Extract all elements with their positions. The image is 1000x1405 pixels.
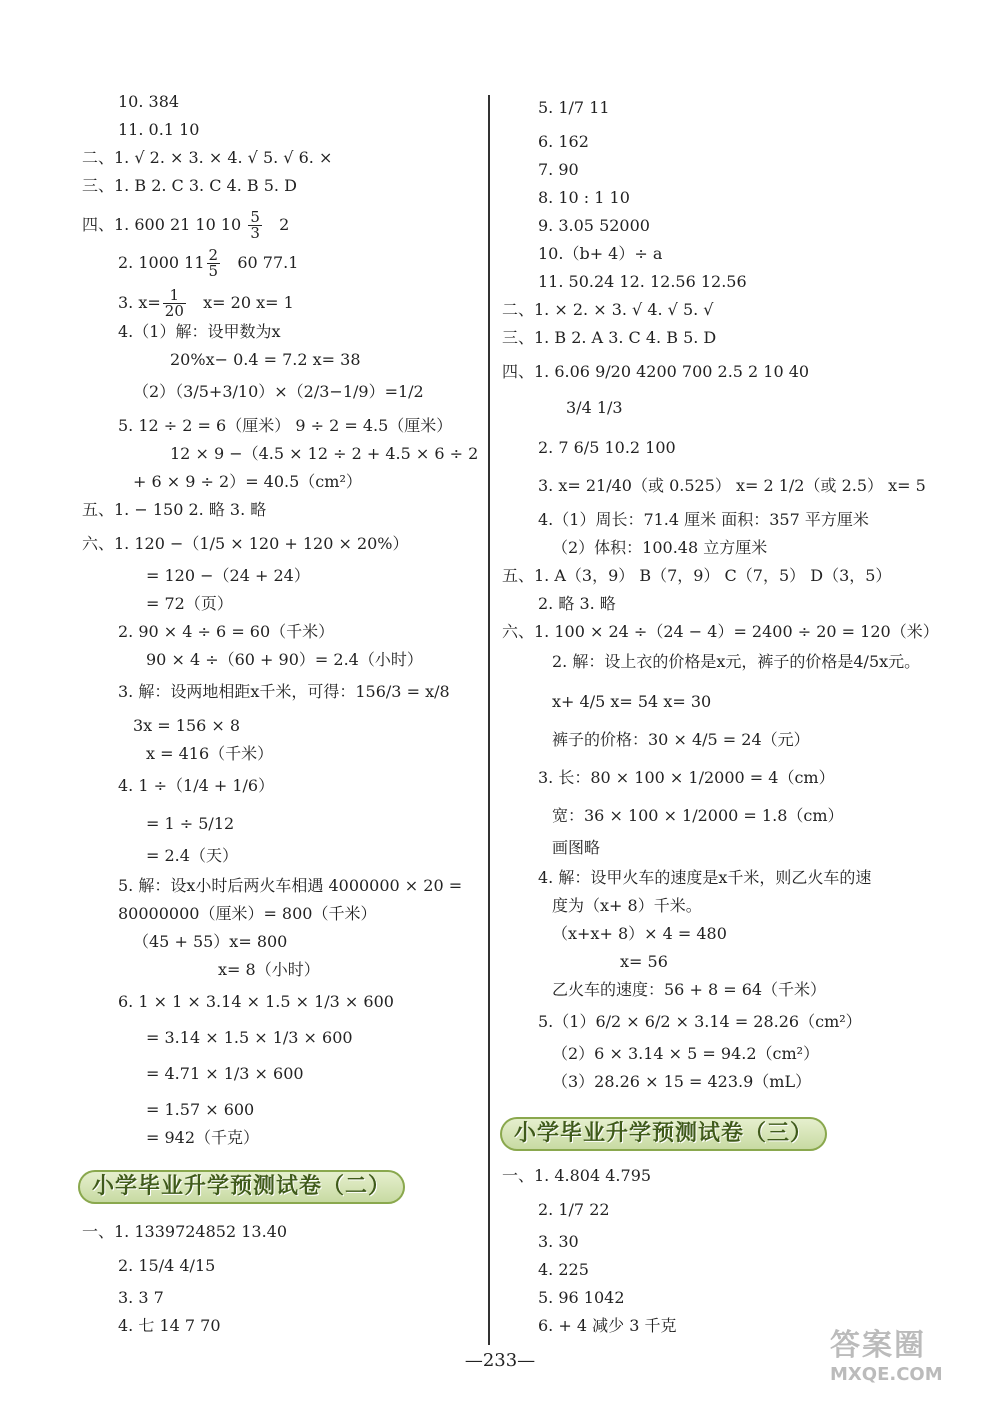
watermark-logo bbox=[830, 1320, 985, 1390]
right-line: 2. 7 6/5 10.2 100 bbox=[538, 438, 676, 457]
right-line: 四、1. 6.06 9/20 4200 700 2.5 2 10 40 bbox=[502, 362, 810, 381]
left-line: = 4.71 × 1/3 × 600 bbox=[146, 1064, 304, 1083]
right-line: 宽：36 × 100 × 1/2000 = 1.8（cm） bbox=[552, 806, 844, 825]
left-line: （2）（3/5+3/10）×（2/3−1/9）=1/2 bbox=[133, 382, 424, 401]
left-line: x= 8（小时） bbox=[218, 960, 320, 979]
left-line: = 2.4（天） bbox=[146, 846, 238, 865]
right-line: 9. 3.05 52000 bbox=[538, 216, 650, 235]
section-banner-2: 小学毕业升学预测试卷（二） bbox=[78, 1170, 405, 1204]
left-line: 20%x− 0.4 = 7.2 x= 38 bbox=[170, 350, 361, 369]
left-line: 二、1. √ 2. × 3. × 4. √ 5. √ 6. × bbox=[82, 148, 333, 167]
left-line: 3x = 156 × 8 bbox=[133, 716, 241, 735]
left-line: 4. 七 14 7 70 bbox=[118, 1316, 221, 1335]
left-line: 3. 解：设两地相距x千米，可得：156/3 = x/8 bbox=[118, 682, 450, 701]
left-line: 6. 1 × 1 × 3.14 × 1.5 × 1/3 × 600 bbox=[118, 992, 394, 1011]
right-line: （x+x+ 8）× 4 = 480 bbox=[552, 924, 727, 943]
right-line: 3/4 1/3 bbox=[566, 398, 623, 417]
watermark-text: 答案圈 bbox=[830, 1328, 926, 1363]
right-line: 画图略 bbox=[552, 838, 601, 857]
right-line: 五、1. A（3，9） B（7，9） C（7，5） D（3，5） bbox=[502, 566, 892, 585]
left-line: 三、1. B 2. C 3. C 4. B 5. D bbox=[82, 176, 297, 195]
left-line: 80000000（厘米）= 800（千米） bbox=[118, 904, 377, 923]
fraction: $\frac{5}{3}$ bbox=[250, 208, 260, 242]
right-line: 度为（x+ 8）千米。 bbox=[552, 896, 702, 915]
left-line: 4. 1 ÷（1/4 + 1/6） bbox=[118, 776, 275, 795]
right-line: 2. 解：设上衣的价格是x元，裤子的价格是4/5x元。 bbox=[552, 652, 921, 671]
left-line: 五、1. − 150 2. 略 3. 略 bbox=[82, 500, 267, 519]
column-divider bbox=[488, 95, 490, 1345]
right-line: x= 56 bbox=[620, 952, 668, 971]
right-line: 3. 30 bbox=[538, 1232, 579, 1251]
right-line: 3. x= 21/40（或 0.525） x= 2 1/2（或 2.5） x= 5 bbox=[538, 476, 926, 495]
right-line: 六、1. 100 × 24 ÷（24 − 4）= 2400 ÷ 20 = 120（米） bbox=[502, 622, 939, 641]
right-line: 8. 10 : 1 10 bbox=[538, 188, 630, 207]
fraction: $\frac{1}{20}$ bbox=[164, 286, 184, 320]
left-line: 5. 解：设x小时后两火车相遇 4000000 × 20 = bbox=[118, 876, 463, 895]
right-line: 11. 50.24 12. 12.56 12.56 bbox=[538, 272, 747, 291]
left-line: x = 416（千米） bbox=[146, 744, 274, 763]
right-line: 4. 225 bbox=[538, 1260, 589, 1279]
left-line: 一、1. 1339724852 13.40 bbox=[82, 1222, 288, 1241]
left-line bbox=[82, 210, 289, 241]
left-line: 3. x= $\frac{1}{20}$ x= 20 x= 1 bbox=[118, 286, 294, 320]
right-line: （2）6 × 3.14 × 5 = 94.2（cm²） bbox=[552, 1044, 820, 1063]
right-line: 6. + 4 减少 3 千克 bbox=[538, 1316, 677, 1335]
text-segment: 四、1. 600 21 10 10 bbox=[82, 215, 242, 234]
left-line: = 1.57 × 600 bbox=[146, 1100, 255, 1119]
right-line: （3）28.26 × 15 = 423.9（mL） bbox=[552, 1072, 812, 1091]
right-line: 7. 90 bbox=[538, 160, 579, 179]
right-line: 裤子的价格：30 × 4/5 = 24（元） bbox=[552, 730, 810, 749]
left-line: = 3.14 × 1.5 × 1/3 × 600 bbox=[146, 1028, 353, 1047]
right-line: 6. 162 bbox=[538, 132, 589, 151]
page-number: —233— bbox=[464, 1350, 536, 1371]
right-line: 10.（b+ 4）÷ a bbox=[538, 244, 663, 263]
right-line: 三、1. B 2. A 3. C 4. B 5. D bbox=[502, 328, 717, 347]
right-line: 二、1. × 2. × 3. √ 4. √ 5. √ bbox=[502, 300, 714, 319]
left-line: + 6 × 9 ÷ 2）= 40.5（cm²） bbox=[133, 472, 362, 491]
right-line: 4.（1）周长：71.4 厘米 面积：357 平方厘米 bbox=[538, 510, 869, 529]
left-line: 3. 3 7 bbox=[118, 1288, 164, 1307]
left-line: = 942（千克） bbox=[146, 1128, 260, 1147]
right-line: 4. 解：设甲火车的速度是x千米，则乙火车的速 bbox=[538, 868, 872, 887]
fraction: $\frac{2}{5}$ bbox=[208, 246, 219, 280]
right-line: （2）体积：100.48 立方厘米 bbox=[552, 538, 768, 557]
right-line: 3. 长：80 × 100 × 1/2000 = 4（cm） bbox=[538, 768, 835, 787]
right-line: x+ 4/5 x= 54 x= 30 bbox=[552, 692, 712, 711]
watermark-url: MXQE.COM bbox=[830, 1364, 943, 1385]
left-line: 2. 15/4 4/15 bbox=[118, 1256, 216, 1275]
right-line: 5. 1/7 11 bbox=[538, 98, 610, 117]
left-line: 90 × 4 ÷（60 + 90）= 2.4（小时） bbox=[146, 650, 423, 669]
left-line: 4.（1）解：设甲数为x bbox=[118, 322, 281, 341]
left-line: 11. 0.1 10 bbox=[118, 120, 200, 139]
section-banner-3: 小学毕业升学预测试卷（三） bbox=[500, 1117, 827, 1151]
left-line: 2. 1000 11 $\frac{2}{5}$ 60 77.1 bbox=[118, 246, 299, 280]
left-line: 12 × 9 −（4.5 × 12 ÷ 2 + 4.5 × 6 ÷ 2 bbox=[170, 444, 479, 463]
left-line: （45 + 55）x= 800 bbox=[133, 932, 288, 951]
left-line: = 72（页） bbox=[146, 594, 233, 613]
left-line: = 1 ÷ 5/12 bbox=[146, 814, 235, 833]
text-segment: 2 bbox=[279, 215, 290, 234]
right-line: 一、1. 4.804 4.795 bbox=[502, 1166, 652, 1185]
right-line: 5. 96 1042 bbox=[538, 1288, 625, 1307]
right-line: 2. 略 3. 略 bbox=[538, 594, 616, 613]
left-line: 六、1. 120 −（1/5 × 120 + 120 × 20%） bbox=[82, 534, 409, 553]
left-line: 2. 90 × 4 ÷ 6 = 60（千米） bbox=[118, 622, 335, 641]
left-line: 10. 384 bbox=[118, 92, 180, 111]
right-line: 乙火车的速度：56 + 8 = 64（千米） bbox=[552, 980, 827, 999]
right-line: 2. 1/7 22 bbox=[538, 1200, 610, 1219]
left-line: = 120 −（24 + 24） bbox=[146, 566, 310, 585]
right-line: 5.（1）6/2 × 6/2 × 3.14 = 28.26（cm²） bbox=[538, 1012, 862, 1031]
left-line: 5. 12 ÷ 2 = 6（厘米） 9 ÷ 2 = 4.5（厘米） bbox=[118, 416, 453, 435]
